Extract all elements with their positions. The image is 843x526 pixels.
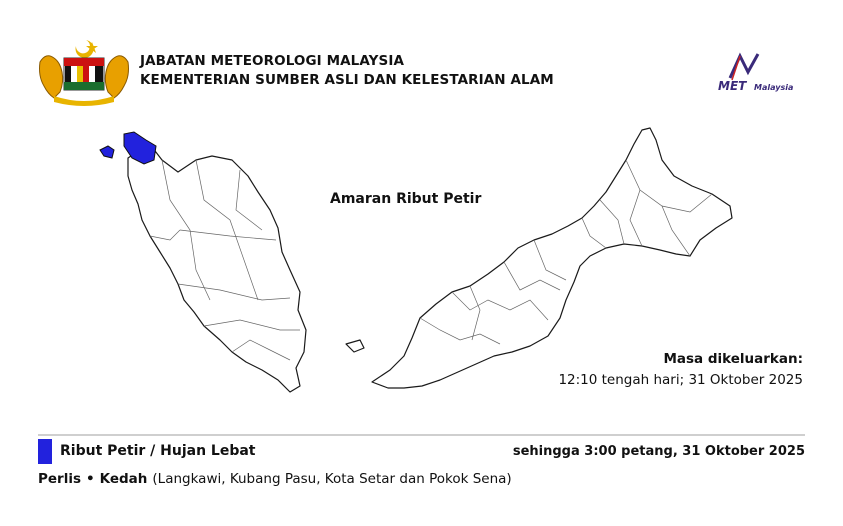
org-name-line1: JABATAN METEOROLOGI MALAYSIA xyxy=(140,53,405,69)
warning-districts: (Langkawi, Kubang Pasu, Kota Setar dan Pokok Sena) xyxy=(152,471,512,487)
warning-color-indicator xyxy=(38,439,52,464)
warning-state-perlis: Perlis xyxy=(38,471,81,487)
issued-label: Masa dikeluarkan: xyxy=(663,351,803,367)
langkawi-region-highlight xyxy=(100,146,114,158)
warning-valid-until: sehingga 3:00 petang, 31 Oktober 2025 xyxy=(512,444,805,459)
divider xyxy=(38,434,805,436)
issued-time-block xyxy=(558,349,803,391)
warning-areas xyxy=(38,471,512,487)
map-title: Amaran Ribut Petir xyxy=(330,191,482,207)
issued-value: 12:10 tengah hari; 31 Oktober 2025 xyxy=(558,372,803,388)
warning-state-kedah: Kedah xyxy=(99,471,148,487)
warning-type: Ribut Petir / Hujan Lebat xyxy=(60,443,256,459)
met-logo-text: MET xyxy=(718,79,747,93)
borneo-island xyxy=(346,340,364,352)
peninsular-malaysia-outline xyxy=(128,147,306,392)
warning-separator: • xyxy=(86,471,95,487)
met-logo-subtext: Malaysia xyxy=(754,83,794,92)
org-name-line2: KEMENTERIAN SUMBER ASLI DAN KELESTARIAN ALAM xyxy=(140,72,554,88)
